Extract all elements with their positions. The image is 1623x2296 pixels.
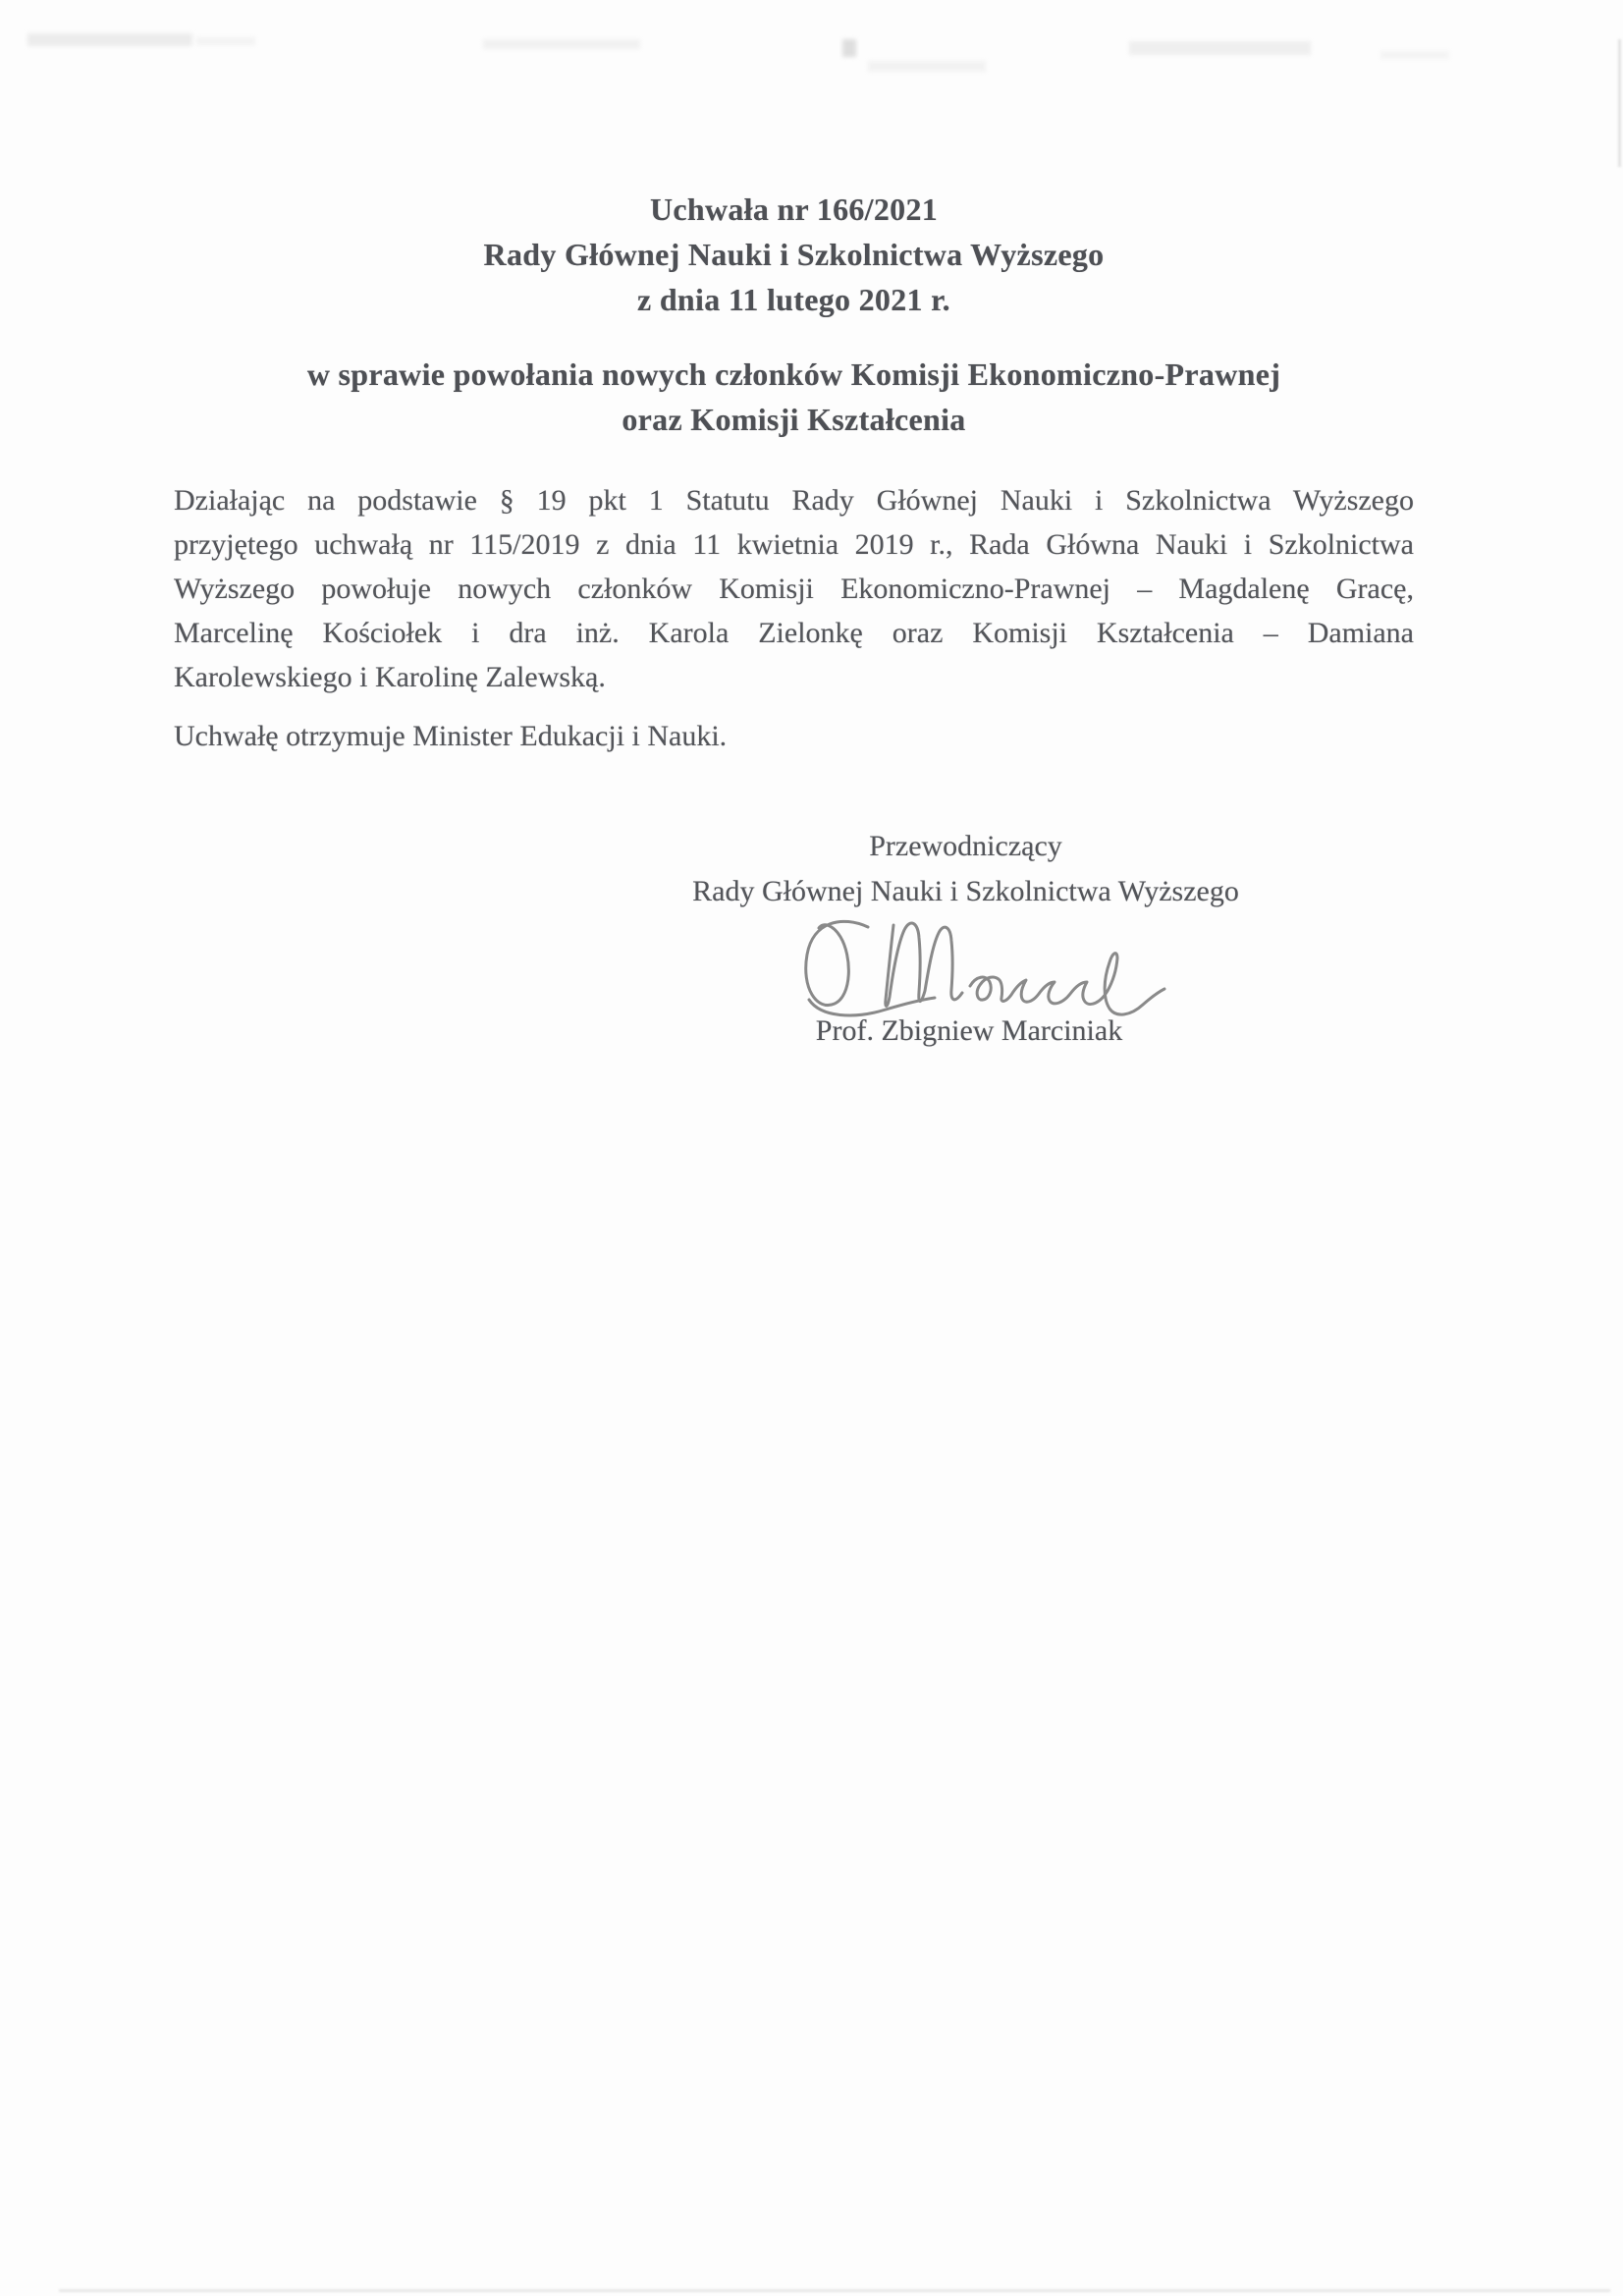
body-line: Karolewskiego i Karolinę Zalewską. [174,661,606,693]
body-paragraph [174,478,1414,699]
body-line: Marcelinę Kościołek i dra inż. Karola Zielonkę oraz Komisji Kształcenia – Damiana [174,617,1414,649]
scan-artifact [1618,39,1621,167]
resolution-subject [174,352,1414,442]
scan-artifact [842,39,856,57]
scan-artifact [59,2289,1610,2292]
issuing-body: Rady Głównej Nauki i Szkolnictwa Wyższego [483,237,1105,272]
scan-artifact [27,33,192,46]
scan-artifact [196,37,255,45]
subject-line: oraz Komisji Kształcenia [622,402,966,437]
resolution-date: z dnia 11 lutego 2021 r. [637,282,950,317]
resolution-heading [174,187,1414,322]
scan-artifact [1129,41,1311,55]
signature-role [621,824,1311,914]
distribution-note: Uchwałę otrzymuje Minister Edukacji i Nauki. [174,720,728,752]
subject-line: w sprawie powołania nowych członków Komisji Ekonomiczno-Prawnej [306,356,1281,392]
signer-name: Prof. Zbigniew Marciniak [815,1014,1123,1047]
scan-artifact [868,61,986,72]
scan-artifact [1380,51,1449,59]
body-line: Wyższego powołuje nowych członków Komisji Ekonomiczno-Prawnej – Magdalenę Gracę, [174,573,1414,605]
body-line: Działając na podstawie § 19 pkt 1 Statutu Rady Głównej Nauki i Szkolnictwa Wyższego [174,484,1414,517]
signer-role-title: Przewodniczący [869,830,1062,862]
resolution-number: Uchwała nr 166/2021 [649,191,939,227]
body-line: przyjętego uchwałą nr 115/2019 z dnia 11 kwietnia 2019 r., Rada Główna Nauki i Szkolnictwa [174,528,1414,561]
scan-artifact [483,39,640,49]
signer-role-org: Rady Głównej Nauki i Szkolnictwa Wyższego [692,875,1239,907]
